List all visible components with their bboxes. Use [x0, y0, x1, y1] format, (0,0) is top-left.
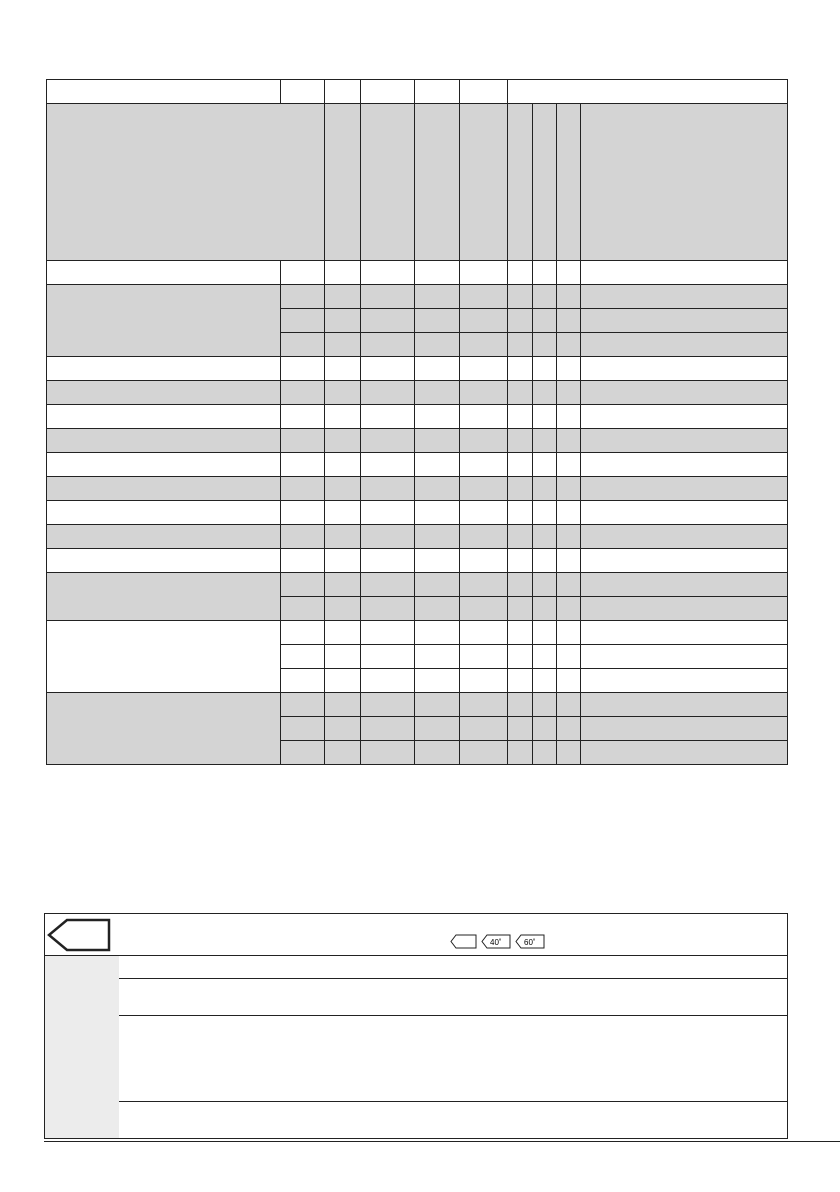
table-cell: [325, 525, 361, 549]
header-cell: [361, 80, 415, 104]
table-cell: [325, 717, 361, 741]
table-cell: [508, 261, 533, 285]
subheader-cell: [533, 104, 557, 261]
table-cell: [460, 429, 508, 453]
table-cell: [460, 285, 508, 309]
row-label-cell: [47, 693, 281, 765]
table-cell: [508, 645, 533, 669]
row-label-cell: [47, 525, 281, 549]
table-cell: [281, 285, 325, 309]
detergent-compartment-icon: [47, 918, 111, 952]
header-cell: [47, 80, 281, 104]
table-row: [47, 453, 788, 477]
table-cell: [581, 645, 788, 669]
row-label-cell: [47, 261, 281, 285]
table-cell: [533, 573, 557, 597]
table-cell: [281, 525, 325, 549]
header-cell: [415, 80, 460, 104]
table-cell: [460, 501, 508, 525]
table-cell: [325, 405, 361, 429]
table-cell: [533, 669, 557, 693]
table-cell: [361, 621, 415, 645]
table-cell: [533, 381, 557, 405]
table-cell: [361, 309, 415, 333]
table-cell: [533, 597, 557, 621]
note-divider: [119, 1015, 787, 1016]
table-cell: [460, 717, 508, 741]
table-cell: [361, 333, 415, 357]
table-cell: [581, 477, 788, 501]
table-cell: [281, 357, 325, 381]
tag-icon-plain: [451, 935, 476, 948]
table-cell: [361, 645, 415, 669]
table-cell: [508, 381, 533, 405]
row-label-cell: [47, 381, 281, 405]
table-cell: [281, 669, 325, 693]
table-cell: [281, 309, 325, 333]
table-cell: [508, 357, 533, 381]
table-cell: [508, 453, 533, 477]
table-cell: [557, 333, 581, 357]
table-cell: [325, 333, 361, 357]
row-label-cell: [47, 357, 281, 381]
table-row: [47, 357, 788, 381]
table-cell: [581, 429, 788, 453]
note-divider: [119, 978, 787, 979]
table-cell: [581, 381, 788, 405]
table-cell: [460, 549, 508, 573]
table-cell: [361, 741, 415, 765]
table-cell: [325, 261, 361, 285]
table-subheader-row: [47, 104, 788, 261]
table-cell: [325, 741, 361, 765]
row-label-cell: [47, 477, 281, 501]
table-cell: [581, 333, 788, 357]
table-cell: [281, 645, 325, 669]
table-cell: [533, 645, 557, 669]
table-cell: [557, 573, 581, 597]
table-cell: [533, 261, 557, 285]
table-cell: [361, 693, 415, 717]
row-label-cell: [47, 573, 281, 621]
table-cell: [460, 621, 508, 645]
tag-icon-40: [482, 935, 510, 948]
table-cell: [533, 429, 557, 453]
table-cell: [281, 717, 325, 741]
table-cell: [281, 693, 325, 717]
page-bottom-rule: [44, 1141, 840, 1142]
table-cell: [533, 333, 557, 357]
table-cell: [557, 357, 581, 381]
table-cell: [415, 405, 460, 429]
table-cell: [557, 381, 581, 405]
temperature-tag-icons: [450, 934, 560, 950]
table-cell: [557, 453, 581, 477]
table-cell: [557, 717, 581, 741]
tag-label-60: 60˚: [524, 938, 536, 947]
table-cell: [460, 453, 508, 477]
header-cell: [508, 80, 788, 104]
table-cell: [361, 429, 415, 453]
table-cell: [508, 717, 533, 741]
table-cell: [415, 357, 460, 381]
table-cell: [361, 285, 415, 309]
table-cell: [415, 597, 460, 621]
table-row: [47, 501, 788, 525]
table-cell: [325, 357, 361, 381]
table-cell: [557, 645, 581, 669]
table-cell: [415, 453, 460, 477]
table-cell: [581, 357, 788, 381]
subheader-cell: [557, 104, 581, 261]
table-cell: [325, 453, 361, 477]
table-cell: [557, 405, 581, 429]
table-cell: [581, 261, 788, 285]
table-cell: [281, 261, 325, 285]
subheader-cell: [361, 104, 415, 261]
table-row: [47, 621, 788, 645]
table-cell: [415, 261, 460, 285]
table-cell: [325, 693, 361, 717]
table-cell: [508, 501, 533, 525]
subheader-cell: [460, 104, 508, 261]
table-cell: [533, 741, 557, 765]
table-cell: [325, 429, 361, 453]
table-cell: [460, 381, 508, 405]
table-cell: [325, 645, 361, 669]
table-cell: [281, 597, 325, 621]
table-cell: [460, 597, 508, 621]
row-label-cell: [47, 405, 281, 429]
row-label-cell: [47, 429, 281, 453]
table-cell: [533, 285, 557, 309]
table-cell: [325, 597, 361, 621]
table-cell: [460, 693, 508, 717]
table-cell: [415, 501, 460, 525]
note-divider: [119, 1101, 787, 1102]
table-cell: [325, 573, 361, 597]
tag-label-40: 40˚: [490, 938, 502, 947]
table-cell: [415, 525, 460, 549]
table-cell: [325, 501, 361, 525]
table-cell: [281, 501, 325, 525]
table-cell: [508, 309, 533, 333]
table-cell: [415, 333, 460, 357]
table-cell: [281, 741, 325, 765]
table-cell: [533, 309, 557, 333]
table-cell: [361, 717, 415, 741]
note-divider: [45, 955, 787, 956]
table-cell: [361, 501, 415, 525]
table-cell: [557, 261, 581, 285]
row-label-cell: [47, 453, 281, 477]
table-cell: [415, 285, 460, 309]
subheader-cell: [47, 104, 325, 261]
table-cell: [415, 309, 460, 333]
table-cell: [508, 573, 533, 597]
table-cell: [533, 501, 557, 525]
table-cell: [581, 741, 788, 765]
tag-icon-60: [516, 935, 544, 948]
programme-table-body: [47, 80, 788, 765]
table-cell: [325, 285, 361, 309]
table-cell: [281, 621, 325, 645]
table-cell: [460, 333, 508, 357]
table-cell: [325, 477, 361, 501]
subheader-cell: [508, 104, 533, 261]
table-cell: [361, 261, 415, 285]
table-cell: [581, 621, 788, 645]
table-cell: [325, 381, 361, 405]
table-cell: [361, 405, 415, 429]
table-cell: [508, 285, 533, 309]
row-label-cell: [47, 549, 281, 573]
table-cell: [325, 621, 361, 645]
table-cell: [361, 525, 415, 549]
table-cell: [508, 549, 533, 573]
table-cell: [533, 477, 557, 501]
table-cell: [460, 261, 508, 285]
table-row: [47, 693, 788, 717]
table-cell: [281, 573, 325, 597]
table-cell: [581, 525, 788, 549]
table-cell: [415, 693, 460, 717]
table-cell: [415, 645, 460, 669]
table-row: [47, 261, 788, 285]
table-cell: [281, 381, 325, 405]
table-cell: [361, 357, 415, 381]
header-cell: [281, 80, 325, 104]
table-cell: [508, 525, 533, 549]
table-row: [47, 549, 788, 573]
table-header-row: [47, 80, 788, 104]
table-cell: [325, 549, 361, 573]
table-cell: [581, 669, 788, 693]
table-cell: [557, 621, 581, 645]
table-cell: [460, 669, 508, 693]
table-cell: [581, 405, 788, 429]
table-cell: [415, 573, 460, 597]
table-cell: [581, 309, 788, 333]
table-cell: [581, 453, 788, 477]
table-row: [47, 429, 788, 453]
table-cell: [533, 357, 557, 381]
table-cell: [415, 741, 460, 765]
table-cell: [533, 717, 557, 741]
table-row: [47, 381, 788, 405]
table-cell: [557, 525, 581, 549]
table-cell: [460, 405, 508, 429]
table-cell: [415, 717, 460, 741]
table-row: [47, 405, 788, 429]
table-cell: [557, 429, 581, 453]
subheader-cell: [325, 104, 361, 261]
table-row: [47, 525, 788, 549]
table-cell: [460, 477, 508, 501]
table-cell: [581, 693, 788, 717]
table-cell: [281, 333, 325, 357]
table-cell: [508, 621, 533, 645]
table-cell: [557, 285, 581, 309]
table-cell: [361, 573, 415, 597]
table-cell: [581, 573, 788, 597]
table-row: [47, 477, 788, 501]
table-cell: [533, 693, 557, 717]
table-cell: [508, 477, 533, 501]
table-cell: [581, 285, 788, 309]
table-cell: [415, 429, 460, 453]
table-cell: [460, 309, 508, 333]
table-cell: [281, 453, 325, 477]
table-cell: [508, 597, 533, 621]
table-cell: [281, 549, 325, 573]
table-row: [47, 285, 788, 309]
table-cell: [460, 741, 508, 765]
table-row: [47, 573, 788, 597]
table-cell: [581, 549, 788, 573]
table-cell: [581, 501, 788, 525]
row-label-cell: [47, 285, 281, 357]
table-cell: [533, 549, 557, 573]
table-cell: [533, 453, 557, 477]
table-cell: [415, 477, 460, 501]
table-cell: [557, 477, 581, 501]
table-cell: [508, 333, 533, 357]
subheader-cell: [415, 104, 460, 261]
row-label-cell: [47, 501, 281, 525]
table-cell: [508, 669, 533, 693]
table-cell: [460, 357, 508, 381]
table-cell: [557, 693, 581, 717]
table-cell: [361, 381, 415, 405]
table-cell: [325, 309, 361, 333]
table-cell: [557, 309, 581, 333]
table-cell: [557, 549, 581, 573]
table-cell: [361, 669, 415, 693]
table-cell: [508, 405, 533, 429]
header-cell: [325, 80, 361, 104]
table-cell: [557, 501, 581, 525]
table-cell: [508, 693, 533, 717]
table-cell: [533, 525, 557, 549]
subheader-cell: [581, 104, 788, 261]
programme-table: [46, 79, 788, 765]
table-cell: [361, 597, 415, 621]
table-cell: [581, 597, 788, 621]
table-cell: [508, 741, 533, 765]
table-cell: [325, 669, 361, 693]
table-cell: [460, 573, 508, 597]
table-cell: [281, 429, 325, 453]
table-cell: [361, 477, 415, 501]
table-cell: [581, 717, 788, 741]
table-cell: [557, 597, 581, 621]
table-cell: [415, 549, 460, 573]
table-cell: [415, 381, 460, 405]
table-cell: [533, 621, 557, 645]
header-cell: [460, 80, 508, 104]
table-cell: [508, 429, 533, 453]
table-cell: [557, 669, 581, 693]
row-label-cell: [47, 621, 281, 693]
table-cell: [460, 525, 508, 549]
note-box: [44, 913, 788, 1139]
table-cell: [460, 645, 508, 669]
table-cell: [361, 549, 415, 573]
table-cell: [281, 477, 325, 501]
table-cell: [415, 621, 460, 645]
table-cell: [415, 669, 460, 693]
table-cell: [533, 405, 557, 429]
table-cell: [281, 405, 325, 429]
table-cell: [361, 453, 415, 477]
table-cell: [557, 741, 581, 765]
